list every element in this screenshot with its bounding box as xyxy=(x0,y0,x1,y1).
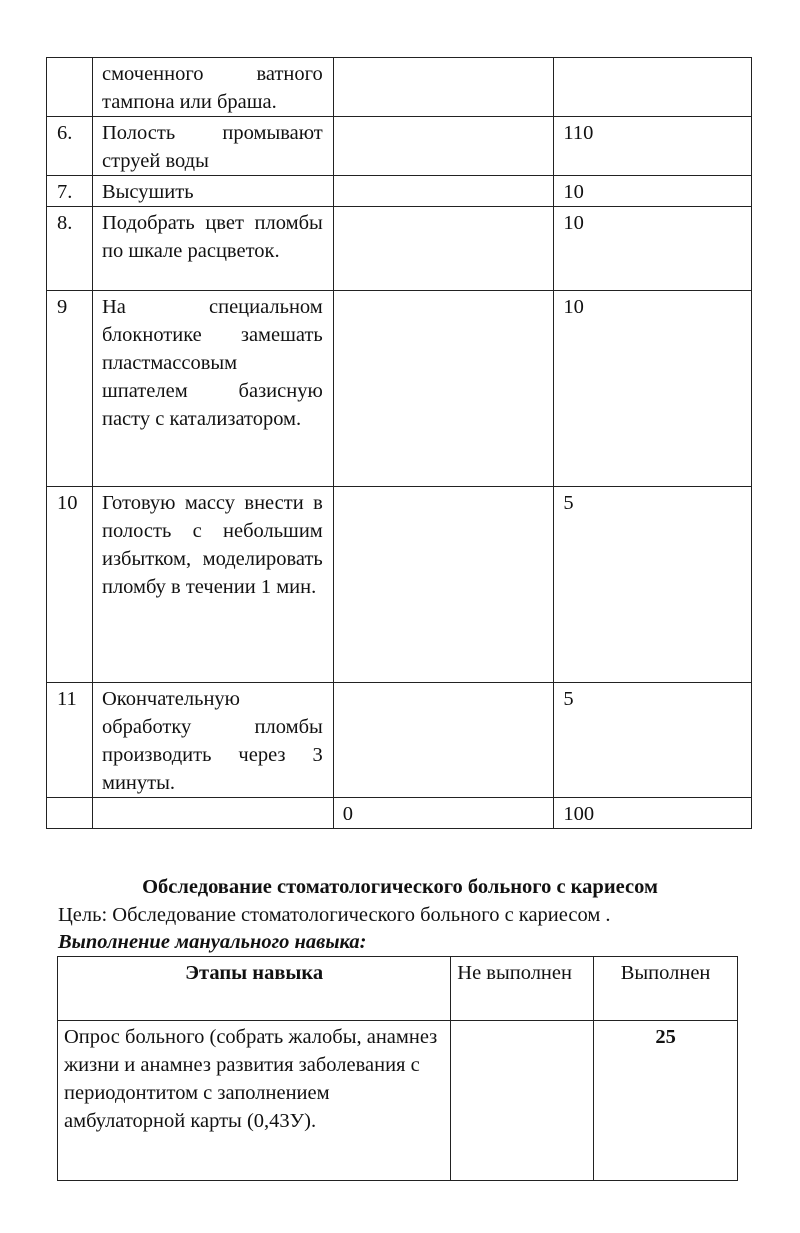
row-stage: Опрос больного (собрать жалобы, анамнез жизни и анамнез развития заболевания с периодонтитом с заполнением амбулаторной карты (0,43У). xyxy=(58,1021,451,1181)
table-header-row xyxy=(58,957,738,1021)
table-row xyxy=(47,207,752,291)
row-not-done xyxy=(451,1021,594,1181)
row-number: 11 xyxy=(47,683,93,798)
row-description: Окончательную обработку пломбы производить через 3 минуты. xyxy=(92,683,333,798)
row-done: 5 xyxy=(554,487,752,683)
row-description xyxy=(92,798,333,829)
table-row xyxy=(47,291,752,487)
row-number: 7. xyxy=(47,176,93,207)
total-done: 100 xyxy=(554,798,752,829)
row-not-done xyxy=(333,207,554,291)
row-description: Готовую массу внести в полость с небольшим избытком, моделировать пломбу в течении 1 мин. xyxy=(92,487,333,683)
header-done: Выполнен xyxy=(594,957,738,1021)
row-done: 5 xyxy=(554,683,752,798)
row-number: 6. xyxy=(47,117,93,176)
header-stages: Этапы навыка xyxy=(58,957,451,1021)
header-not-done: Не выполнен xyxy=(451,957,594,1021)
section-goal: Цель: Обследование стоматологического больного с кариесом . xyxy=(58,904,611,926)
scoring-table-2 xyxy=(57,956,738,1181)
table-row-total xyxy=(47,798,752,829)
row-number: 8. xyxy=(47,207,93,291)
row-number xyxy=(47,58,93,117)
row-description: Высушить xyxy=(92,176,333,207)
table-row xyxy=(47,117,752,176)
row-description: Полость промывают струей воды xyxy=(92,117,333,176)
row-done xyxy=(554,58,752,117)
row-done: 25 xyxy=(594,1021,738,1181)
row-done: 10 xyxy=(554,207,752,291)
row-description: На специальном блокнотике замешать пластмассовым шпателем базисную пасту с катализатором. xyxy=(92,291,333,487)
row-done: 10 xyxy=(554,176,752,207)
table-row xyxy=(47,58,752,117)
row-description: смоченного ватного тампона или браша. xyxy=(92,58,333,117)
scoring-table-1 xyxy=(46,57,752,829)
row-not-done xyxy=(333,58,554,117)
row-not-done xyxy=(333,683,554,798)
row-number: 9 xyxy=(47,291,93,487)
section-subheading: Выполнение мануального навыка: xyxy=(58,931,367,953)
table-row xyxy=(47,487,752,683)
row-not-done xyxy=(333,176,554,207)
table-row xyxy=(58,1021,738,1181)
row-number xyxy=(47,798,93,829)
row-description: Подобрать цвет пломбы по шкале расцветок. xyxy=(92,207,333,291)
table-row xyxy=(47,176,752,207)
row-done: 10 xyxy=(554,291,752,487)
row-done: 110 xyxy=(554,117,752,176)
table-row xyxy=(47,683,752,798)
row-not-done xyxy=(333,117,554,176)
total-not-done: 0 xyxy=(333,798,554,829)
row-number: 10 xyxy=(47,487,93,683)
row-not-done xyxy=(333,291,554,487)
section-heading: Обследование стоматологического больного с кариесом xyxy=(142,876,658,898)
row-not-done xyxy=(333,487,554,683)
